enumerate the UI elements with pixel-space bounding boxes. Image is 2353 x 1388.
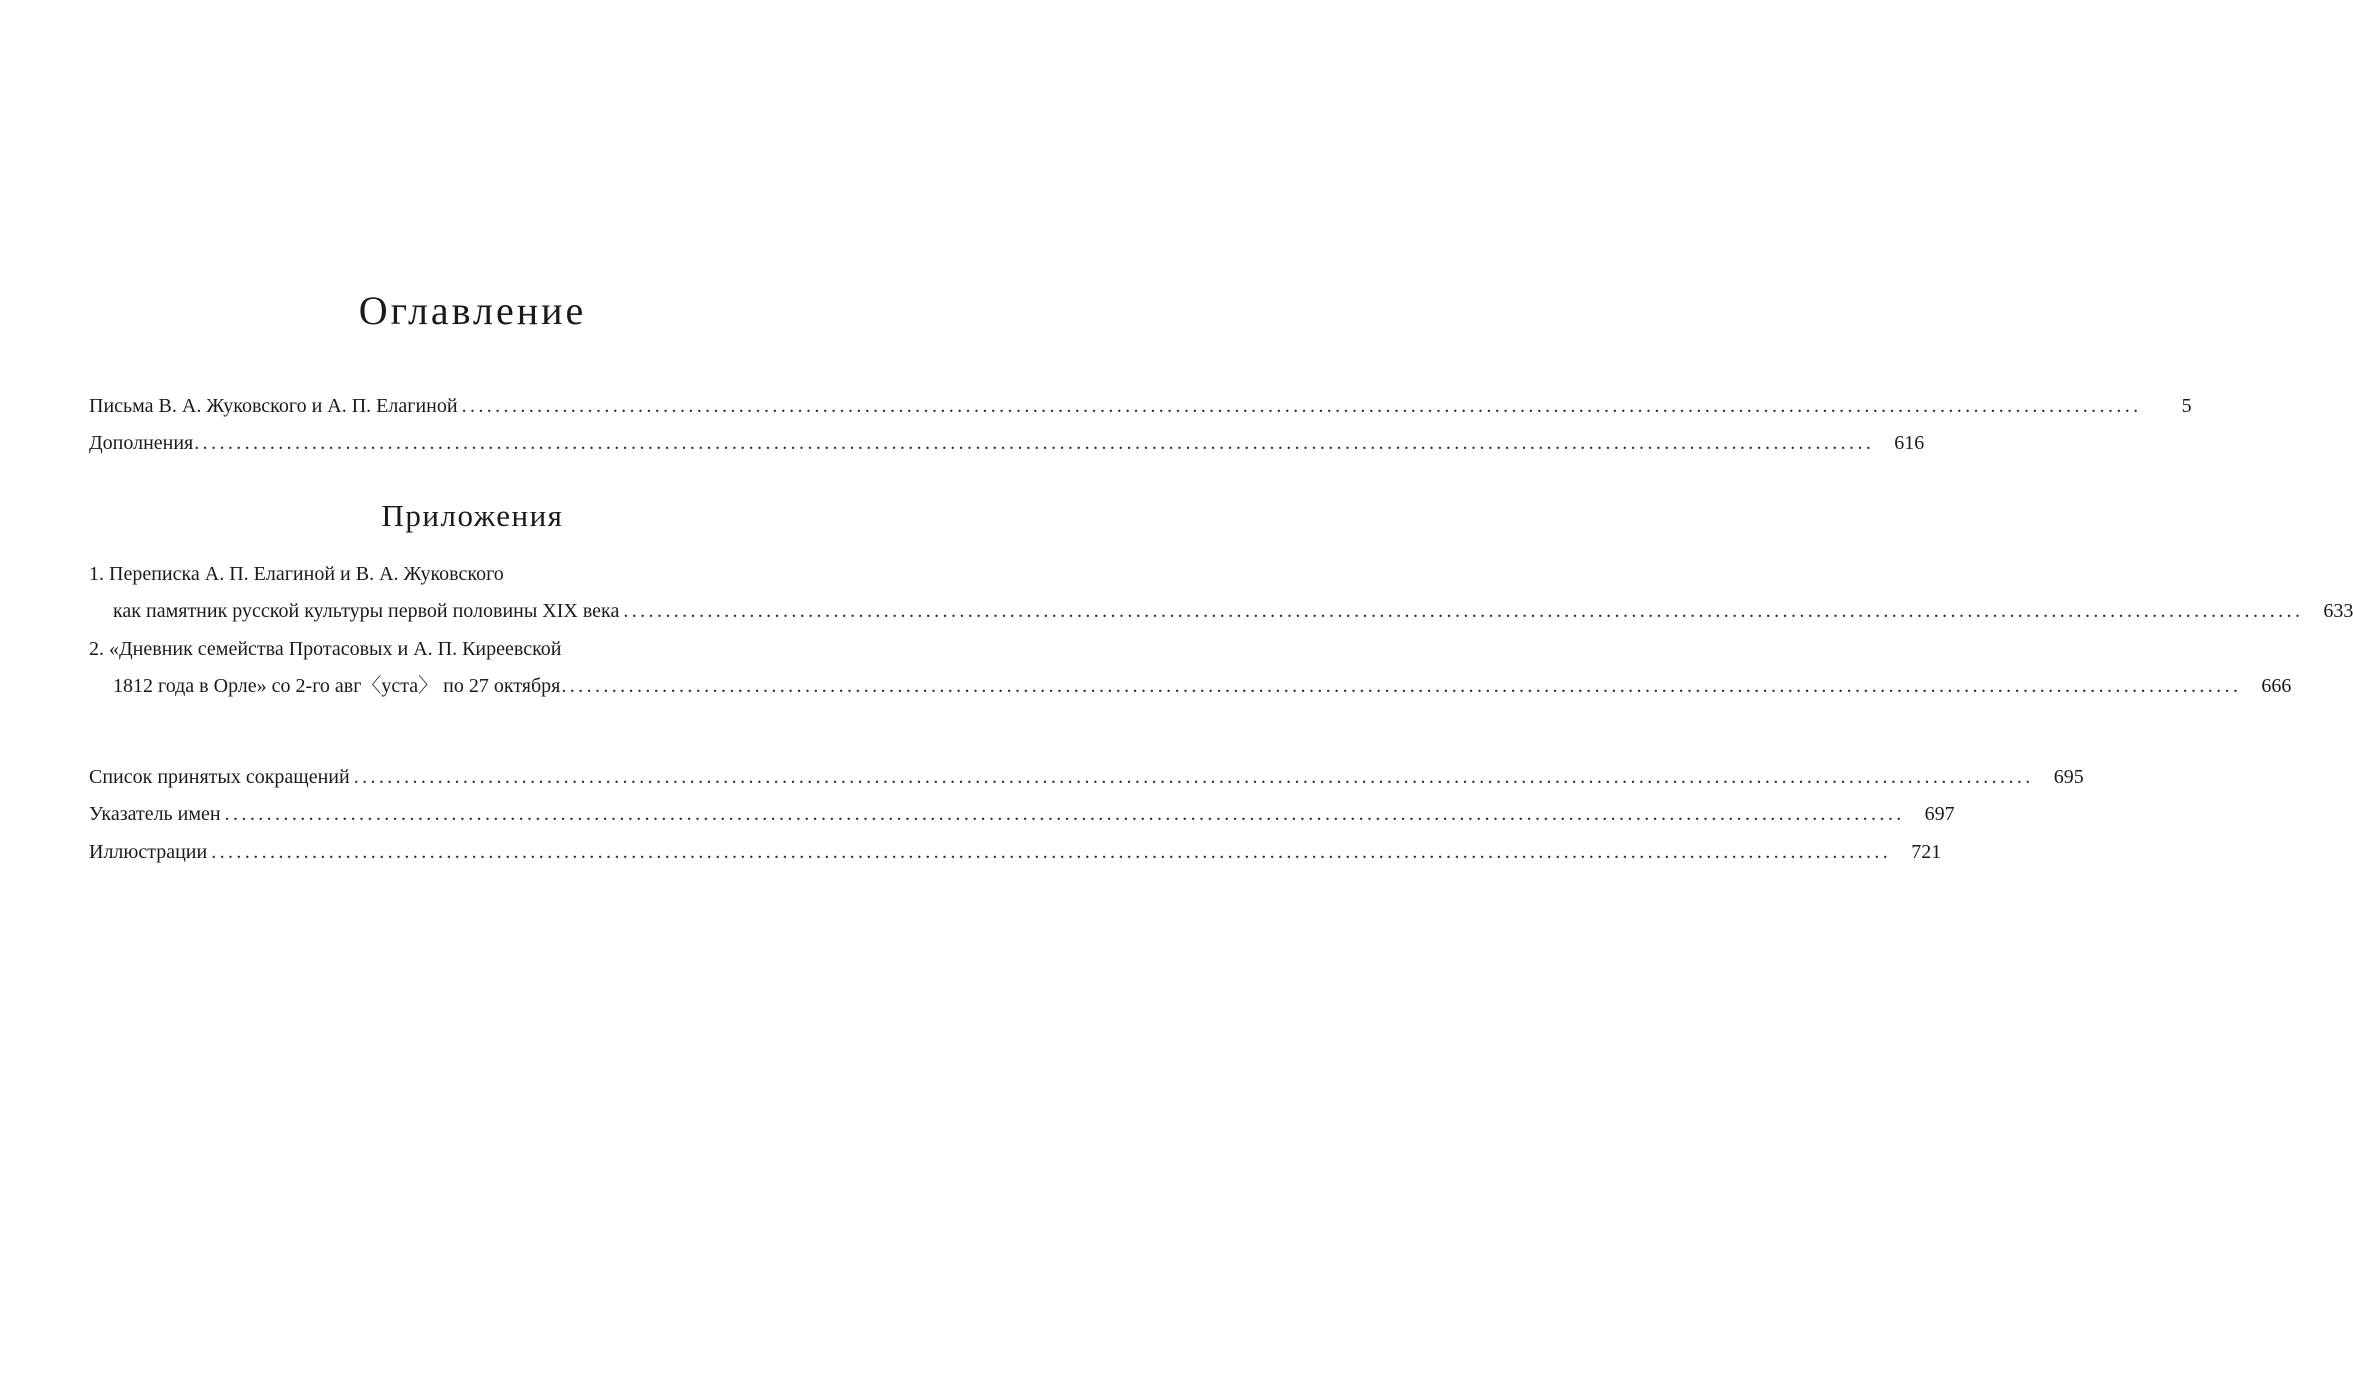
appendix-entry-first-line[interactable]: 2. «Дневник семейства Протасовых и А. П. Киреевской <box>89 638 562 660</box>
toc-entry[interactable] <box>89 429 1925 457</box>
toc-entry-title: Дополнения <box>89 432 194 454</box>
toc-entry-page: 5 <box>2181 395 2192 417</box>
toc-entry-page: 697 <box>1924 803 1955 825</box>
toc-entry-title: Указатель имен <box>89 803 221 825</box>
toc-entry-title: Письма В. А. Жуковского и А. П. Елагиной <box>89 395 458 417</box>
toc-entry[interactable] <box>89 838 1942 866</box>
toc-entry-title: Список принятых сокращений <box>89 766 350 788</box>
dot-leader: ........................................................................................................................................................................................................ <box>461 395 2142 417</box>
dot-leader: ........................................................................................................................................................................................................ <box>623 600 2304 622</box>
appendix-entry-second-line: как памятник русской культуры первой половины XIX века <box>113 600 620 622</box>
toc-entry[interactable] <box>89 392 2192 420</box>
dot-leader: ........................................................................................................................................................................................................ <box>224 803 1905 825</box>
dot-leader: ........................................................................................................................................................................................................ <box>561 675 2242 697</box>
toc-entry[interactable] <box>89 800 1955 828</box>
appendices-title: Приложения <box>381 498 564 533</box>
appendix-entry-page: 666 <box>2261 675 2292 697</box>
appendix-entry[interactable] <box>113 672 2292 700</box>
toc-entry-page: 721 <box>1911 841 1942 863</box>
dot-leader: ........................................................................................................................................................................................................ <box>194 432 1875 454</box>
appendix-entry-second-line: 1812 года в Орле» со 2-го авг〈уста〉 по 27 октября <box>113 675 561 697</box>
appendix-entry-first-line[interactable]: 1. Переписка А. П. Елагиной и В. А. Жуковского <box>89 563 504 585</box>
toc-entry-page: 616 <box>1894 432 1925 454</box>
toc-entry-page: 695 <box>2053 766 2084 788</box>
dot-leader: ........................................................................................................................................................................................................ <box>353 766 2034 788</box>
appendix-entry-page: 633 <box>2323 600 2353 622</box>
appendix-entry[interactable] <box>113 597 2353 625</box>
page-title: Оглавление <box>358 288 587 333</box>
toc-entry-title: Иллюстрации <box>89 841 208 863</box>
dot-leader: ........................................................................................................................................................................................................ <box>211 841 1892 863</box>
toc-entry[interactable] <box>89 763 2084 791</box>
